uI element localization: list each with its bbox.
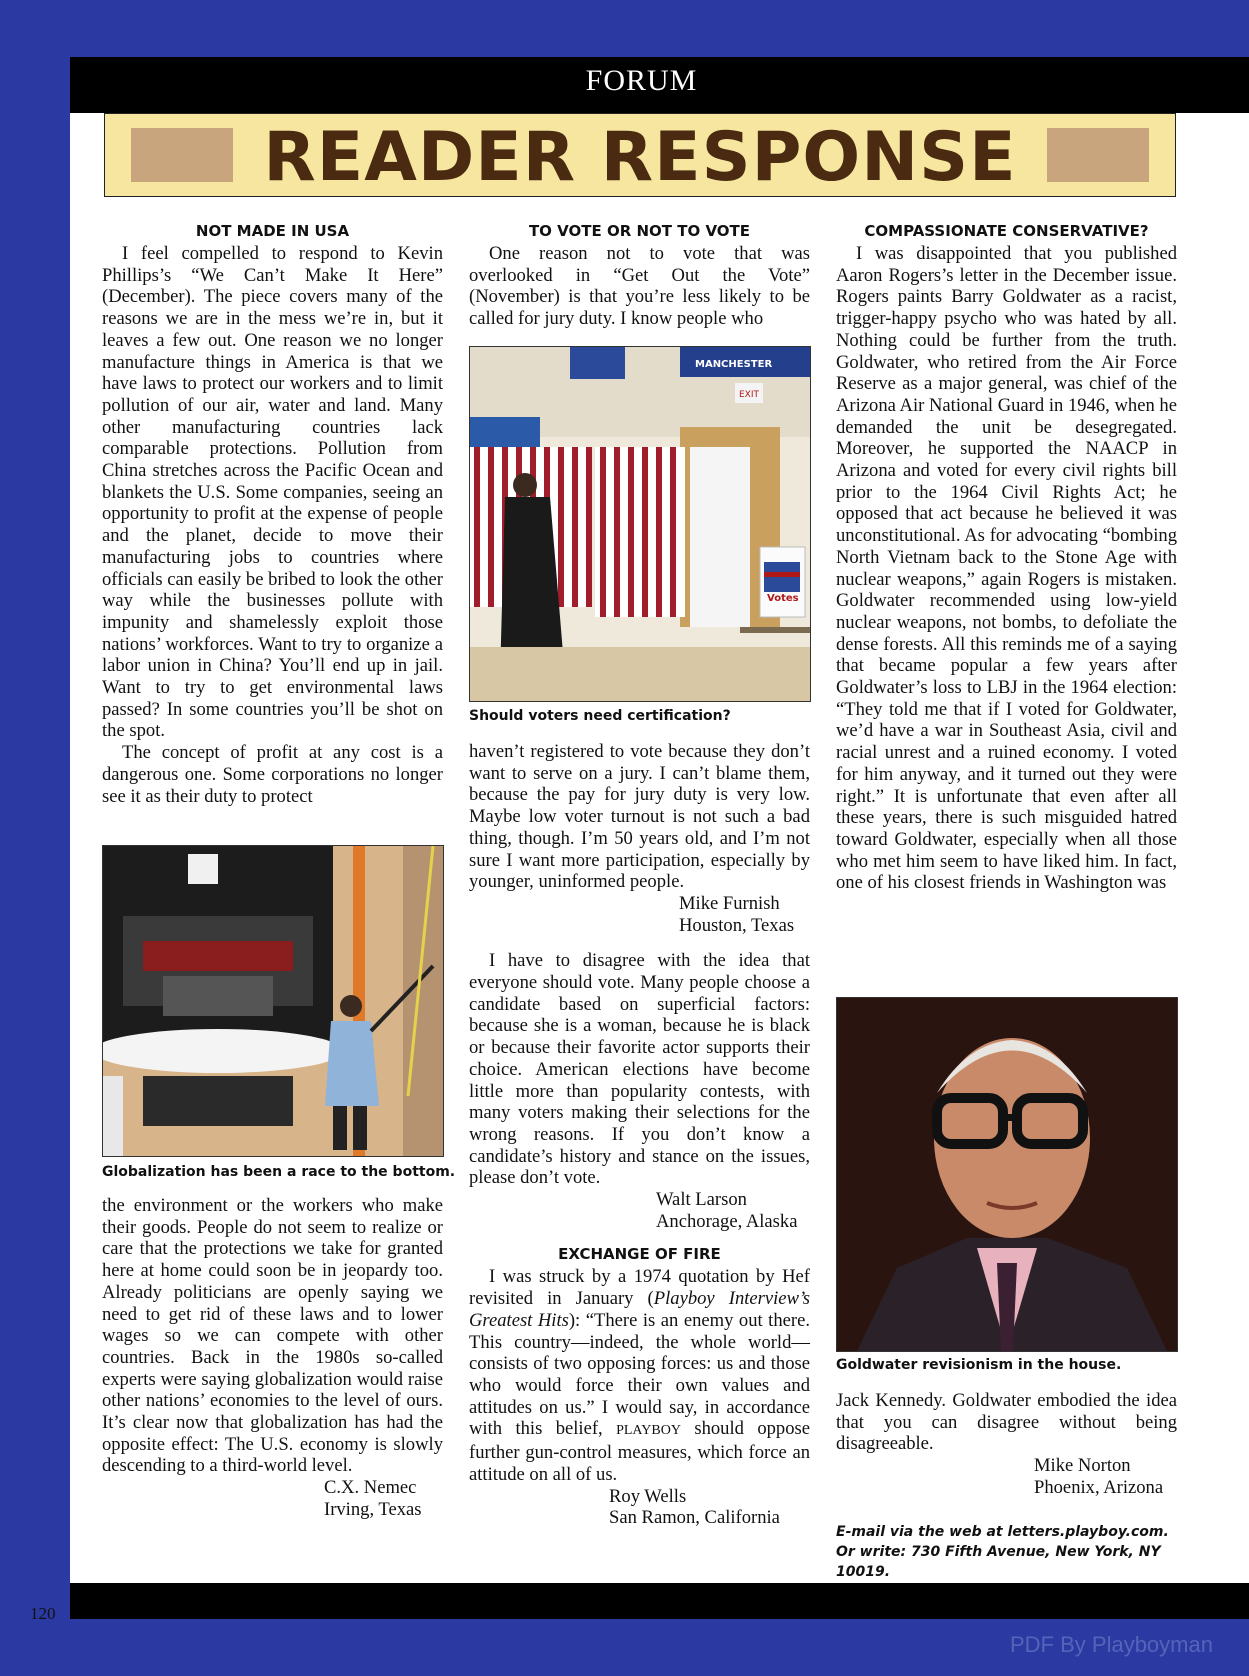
column-1-bottom xyxy=(102,1195,443,1521)
column-2-middle xyxy=(469,741,810,1529)
signature-place: Houston, Texas xyxy=(679,914,795,936)
voting-booth-photo xyxy=(469,346,811,702)
page-number: 120 xyxy=(30,1604,56,1623)
signature-name: Mike Furnish xyxy=(679,892,780,914)
photo-caption-goldwater: Goldwater revisionism in the house. xyxy=(836,1357,1122,1373)
signature-place: San Ramon, California xyxy=(609,1507,780,1529)
booth-sign-text: Votes xyxy=(767,593,799,604)
watermark: PDF By Playboyman xyxy=(1010,1632,1213,1657)
banner-title: READER RESPONSE xyxy=(263,118,1017,197)
letter-paragraph: I have to disagree with the idea that everyone should vote. Many people choose a candidate based on superficial factors: because she is a woman, because he is black or because their favorite actor supports their choice. American elections have become little more than popularity contests, with many voters making their selections for the wrong reasons. If you don’t know a candidate’s history and stance on the issues, please don’t vote. xyxy=(469,950,810,1189)
exit-sign-text: EXIT xyxy=(739,390,760,400)
publication-title: Playboy Interview’s Greatest Hits xyxy=(469,1288,810,1331)
letter-heading-exchange-of-fire: EXCHANGE OF FIRE xyxy=(558,1245,721,1264)
voting-booth-illustration xyxy=(470,347,810,701)
magazine-name: PLAYBOY xyxy=(616,1423,681,1439)
signature-name: Mike Norton xyxy=(1034,1455,1131,1477)
letter-paragraph xyxy=(469,1266,810,1485)
signature-place: Phoenix, Arizona xyxy=(1034,1476,1164,1498)
signature-name: Walt Larson xyxy=(656,1189,747,1211)
goldwater-portrait-illustration xyxy=(837,998,1177,1351)
column-1-top xyxy=(102,221,443,807)
letter-paragraph: I feel compelled to respond to Kevin Phillips’s “We Can’t Make It Here” (December). The piece covers many of the reasons we are in the mess we’re in, but it leaves a few out. One reason we no longer manufacture things in America is that we have laws to protect our workers and to limit pollution of our air, water and land. Many other manufacturing countries lack comparable protections. Pollution from China stretches across the Pacific Ocean and blankets the U.S. Some companies, seeing an opportunity to profit at the expense of people and the planet, decide to move their manufacturing jobs to countries where officials can easily be bribed to look the other way while the businesses pollute with impunity and shamelessly exploit those nations’ workforces. Want to try to organize a labor union in China? You’ll end up in jail. Want to try to get environmental laws passed? In some countries you’ll be shot on the spot. xyxy=(102,243,443,742)
letter-paragraph: Jack Kennedy. Goldwater embodied the idea that you can disagree without being disagreeable. xyxy=(836,1390,1177,1455)
factory-photo xyxy=(102,845,444,1157)
signature-name: Roy Wells xyxy=(609,1485,687,1507)
signature-place: Anchorage, Alaska xyxy=(656,1210,798,1232)
footer-bar xyxy=(70,1583,1249,1619)
letter-heading-compassionate-conservative: COMPASSIONATE CONSERVATIVE? xyxy=(864,222,1149,240)
column-2-top xyxy=(469,221,810,330)
photo-caption-voters: Should voters need certification? xyxy=(469,708,731,724)
signature-name: C.X. Nemec xyxy=(324,1477,417,1499)
photo-caption-globalization: Globalization has been a race to the bottom. xyxy=(102,1164,456,1180)
letter-paragraph: I was disappointed that you published Aaron Rogers’s letter in the December issue. Rogers paints Barry Goldwater as a racist, trigger-happy psycho who was hated by all. Nothing could be further from the truth. Goldwater, who retired from the Air Force Reserve as a major general, was chief of the Arizona Air National Guard in 1946, when he demanded the unit be desegregated. Moreover, he supported the NAACP in Arizona and voted for every civil rights bill prior to the 1964 Civil Rights Act; he opposed that act because he believed it was unconstitutional. As for advocating “bombing North Vietnam back to the Stone Age with nuclear weapons,” again Rogers is mistaken. Goldwater recommended using low-yield nuclear weapons, not bombs, to defoliate the dense forests. All this reminds me of a saying that became popular a few years after Goldwater’s loss to LBJ in the 1964 election: “They told me that if I voted for Goldwater, we’d have a war in Southeast Asia, civil and racial unrest and a ruined economy. I voted for him anyway, and it turned out they were right.” It is unfortunate that even after all these years, there is such misguided hatred toward Goldwater, especially when all those who met him seem to have liked him. In fact, one of his closest friends in Washington was xyxy=(836,243,1177,894)
reader-response-banner xyxy=(104,113,1176,197)
column-3-bottom xyxy=(836,1390,1177,1499)
paragraph-text: should oppose further gun-control measures, which force an attitude on all of us. xyxy=(469,1418,810,1485)
column-3-top xyxy=(836,221,1177,894)
factory-photo-illustration xyxy=(103,846,443,1156)
paragraph-text: I was struck by a 1974 quotation by Hef revisited in January ( xyxy=(469,1266,810,1310)
paragraph-text: ): “There is an enemy out there. This country—indeed, the whole world—consists of two opposing forces: us and those who would force their own values and attitudes on us.” I would say, in accordance with this belief, xyxy=(469,1309,810,1440)
letter-paragraph: The concept of profit at any cost is a dangerous one. Some corporations no longer see it as their duty to protect xyxy=(102,742,443,807)
letter-paragraph: the environment or the workers who make their goods. People do not seem to realize or care that the protections we take for granted here at home could soon be in jeopardy too. Already politicians are openly saying we need to get rid of these laws and to lower wages so we can compete with other countries. Back in the 1980s so-called experts were saying globalization would raise other nations’ economies to the level of ours. It’s clear now that globalization has had the opposite effect: The U.S. economy is slowly descending to a third-world level. xyxy=(102,1195,443,1477)
goldwater-portrait-photo xyxy=(836,997,1178,1352)
gym-banner-text: MANCHESTER xyxy=(695,359,773,370)
signature-place: Irving, Texas xyxy=(324,1498,422,1520)
letter-heading-not-made-in-usa: NOT MADE IN USA xyxy=(195,222,350,240)
letter-paragraph: haven’t registered to vote because they don’t want to serve on a jury. I can’t blame them, because the pay for jury duty is very low. Maybe low voter turnout is not such a bad thing, though. I’m 50 years old, and I’m not sure I want more participation, especially by younger, uninformed people. xyxy=(469,741,810,893)
contact-footnote: E-mail via the web at letters.playboy.com. Or write: 730 Fifth Avenue, New York, NY 10019. xyxy=(836,1524,1169,1580)
section-label: FORUM xyxy=(585,64,698,97)
letter-paragraph: One reason not to vote that was overlooked in “Get Out the Vote” (November) is that you’re less likely to be called for jury duty. I know people who xyxy=(469,243,810,330)
letter-heading-to-vote: TO VOTE OR NOT TO VOTE xyxy=(528,222,751,240)
